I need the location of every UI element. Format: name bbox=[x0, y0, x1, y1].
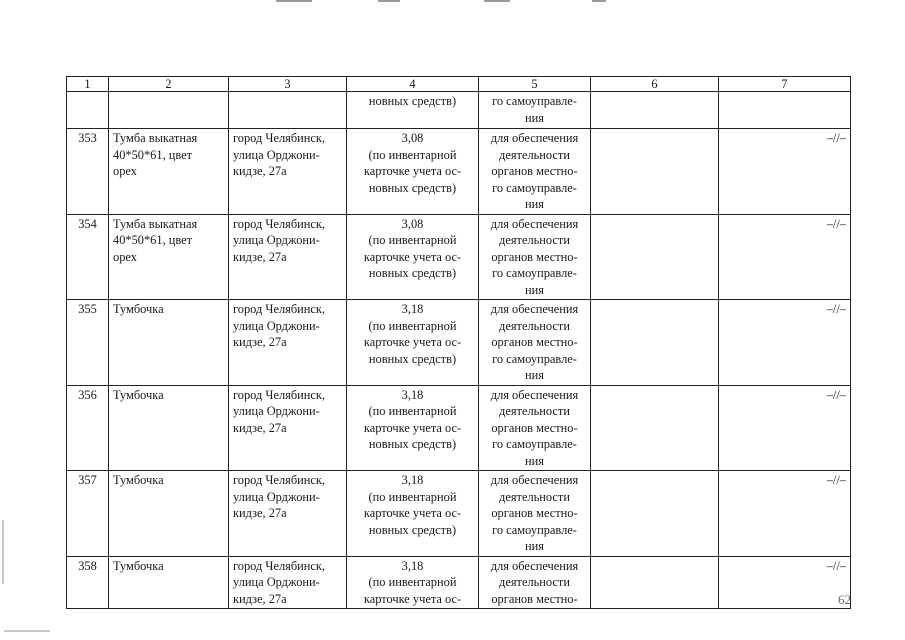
cell-name: Тумбочка bbox=[109, 556, 229, 609]
cell-column-6 bbox=[591, 471, 719, 557]
cell-purpose: для обеспечения деятельности органов местно- го самоуправле- ния bbox=[479, 471, 591, 557]
continuation-row bbox=[67, 92, 851, 129]
column-number: 4 bbox=[347, 77, 479, 92]
scan-edge-left bbox=[2, 520, 4, 584]
cell-value: 3,18 (по инвентарной карточке учета ос- bbox=[347, 556, 479, 609]
cell-name bbox=[109, 92, 229, 129]
cell-value: 3,08 (по инвентарной карточке учета ос- новных средств) bbox=[347, 129, 479, 215]
cell-value: 3,18 (по инвентарной карточке учета ос- новных средств) bbox=[347, 300, 479, 386]
cell-purpose: для обеспечения деятельности органов местно- го самоуправле- ния bbox=[479, 214, 591, 300]
scan-artifact-top-3 bbox=[484, 0, 510, 2]
cell-column-7 bbox=[719, 92, 851, 129]
cell-value: новных средств) bbox=[347, 92, 479, 129]
column-number: 6 bbox=[591, 77, 719, 92]
cell-value: 3,08 (по инвентарной карточке учета ос- новных средств) bbox=[347, 214, 479, 300]
property-registry-table bbox=[66, 76, 851, 609]
cell-number bbox=[67, 92, 109, 129]
column-number: 2 bbox=[109, 77, 229, 92]
cell-column-7: –//– bbox=[719, 214, 851, 300]
cell-column-6 bbox=[591, 385, 719, 471]
cell-purpose: для обеспечения деятельности органов местно- го самоуправле- ния bbox=[479, 300, 591, 386]
scan-artifact-top-1 bbox=[276, 0, 312, 2]
cell-column-6 bbox=[591, 92, 719, 129]
cell-number: 354 bbox=[67, 214, 109, 300]
cell-name: Тумба выкатная 40*50*61, цвет орех bbox=[109, 129, 229, 215]
cell-number: 356 bbox=[67, 385, 109, 471]
cell-number: 353 bbox=[67, 129, 109, 215]
cell-value: 3,18 (по инвентарной карточке учета ос- новных средств) bbox=[347, 385, 479, 471]
cell-purpose: для обеспечения деятельности органов местно- го самоуправле- ния bbox=[479, 129, 591, 215]
cell-address: город Челябинск, улица Орджони- кидзе, 27а bbox=[229, 556, 347, 609]
cell-name: Тумбочка bbox=[109, 471, 229, 557]
cell-number: 357 bbox=[67, 471, 109, 557]
column-number: 1 bbox=[67, 77, 109, 92]
table-row bbox=[67, 471, 851, 557]
cell-address bbox=[229, 92, 347, 129]
cell-column-7: –//– bbox=[719, 129, 851, 215]
cell-name: Тумбочка bbox=[109, 300, 229, 386]
table-row bbox=[67, 556, 851, 609]
cell-purpose: для обеспечения деятельности органов местно- bbox=[479, 556, 591, 609]
table-row bbox=[67, 214, 851, 300]
cell-column-7: –//– bbox=[719, 385, 851, 471]
column-number: 7 bbox=[719, 77, 851, 92]
cell-address: город Челябинск, улица Орджони- кидзе, 27а bbox=[229, 129, 347, 215]
column-number-row bbox=[67, 77, 851, 92]
cell-column-6 bbox=[591, 300, 719, 386]
column-number: 3 bbox=[229, 77, 347, 92]
cell-number: 355 bbox=[67, 300, 109, 386]
cell-column-6 bbox=[591, 214, 719, 300]
scan-artifact-top-4 bbox=[592, 0, 606, 2]
cell-number: 358 bbox=[67, 556, 109, 609]
scan-artifact-top-2 bbox=[378, 0, 400, 2]
table-row bbox=[67, 129, 851, 215]
page-number: 62 bbox=[838, 592, 851, 607]
cell-address: город Челябинск, улица Орджони- кидзе, 27а bbox=[229, 385, 347, 471]
table-row bbox=[67, 300, 851, 386]
cell-address: город Челябинск, улица Орджони- кидзе, 27а bbox=[229, 214, 347, 300]
cell-column-7: –//– bbox=[719, 471, 851, 557]
cell-column-7: –//– bbox=[719, 556, 851, 609]
cell-name: Тумбочка bbox=[109, 385, 229, 471]
cell-address: город Челябинск, улица Орджони- кидзе, 27а bbox=[229, 471, 347, 557]
cell-purpose: го самоуправле- ния bbox=[479, 92, 591, 129]
cell-address: город Челябинск, улица Орджони- кидзе, 27а bbox=[229, 300, 347, 386]
cell-column-6 bbox=[591, 129, 719, 215]
table-row bbox=[67, 385, 851, 471]
cell-column-6 bbox=[591, 556, 719, 609]
cell-purpose: для обеспечения деятельности органов местно- го самоуправле- ния bbox=[479, 385, 591, 471]
cell-name: Тумба выкатная 40*50*61, цвет орех bbox=[109, 214, 229, 300]
column-number: 5 bbox=[479, 77, 591, 92]
cell-column-7: –//– bbox=[719, 300, 851, 386]
cell-value: 3,18 (по инвентарной карточке учета ос- новных средств) bbox=[347, 471, 479, 557]
scan-edge-bottom bbox=[4, 630, 50, 632]
